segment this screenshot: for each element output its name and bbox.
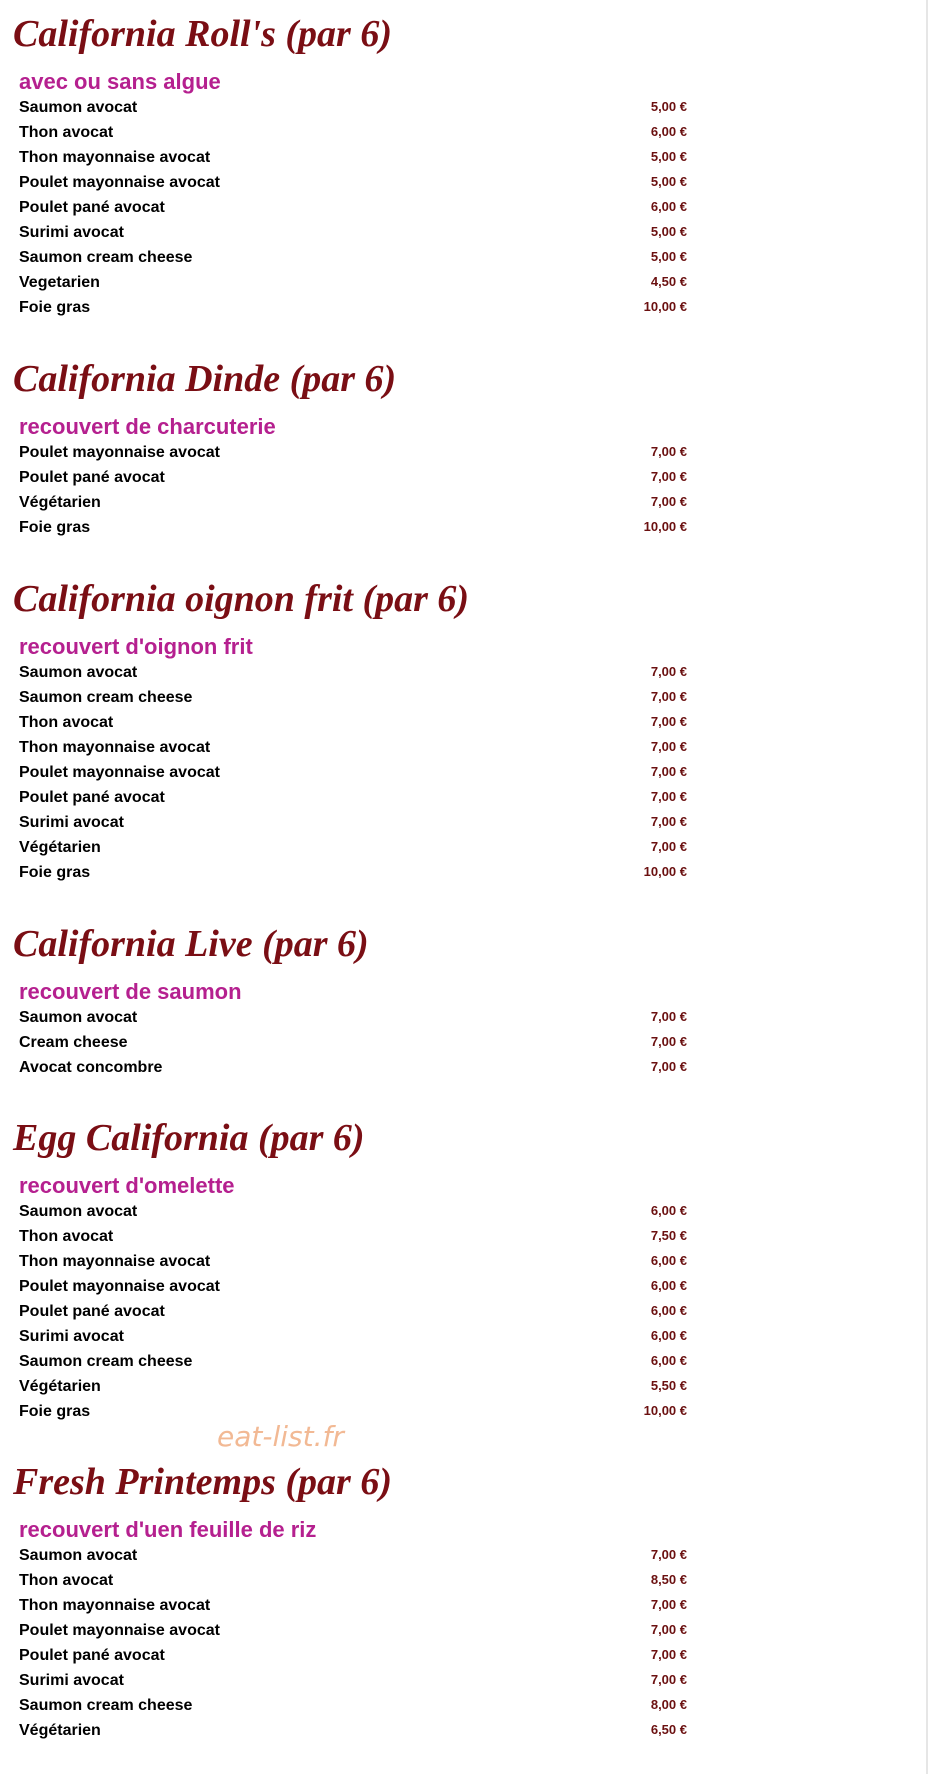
item-name: Surimi avocat [19, 1672, 124, 1689]
menu-item [0, 1593, 935, 1618]
item-price: 6,00 € [650, 199, 687, 214]
menu-item [0, 1324, 935, 1349]
section-title: California Dinde (par 6) [13, 358, 397, 400]
item-price: 7,00 € [650, 714, 687, 729]
menu-item [0, 120, 935, 145]
item-name: Poulet pané avocat [19, 1647, 165, 1664]
item-price: 6,00 € [650, 1203, 687, 1218]
item-price: 5,50 € [650, 1378, 687, 1393]
menu-item [0, 760, 935, 785]
menu-section [0, 1462, 935, 1743]
item-name: Foie gras [19, 299, 91, 316]
menu-item [0, 245, 935, 270]
item-price: 10,00 € [643, 299, 687, 314]
item-price: 6,50 € [650, 1722, 687, 1737]
section-subtitle: recouvert d'uen feuille de riz [19, 1517, 317, 1542]
menu-item [0, 1618, 935, 1643]
item-name: Thon mayonnaise avocat [19, 149, 211, 166]
item-name: Thon avocat [19, 1572, 114, 1589]
item-name: Poulet mayonnaise avocat [19, 174, 220, 191]
item-price: 7,00 € [650, 1009, 687, 1024]
menu-item [0, 95, 935, 120]
item-price: 7,00 € [650, 839, 687, 854]
item-list [0, 1199, 935, 1424]
item-price: 7,00 € [650, 1647, 687, 1662]
item-price: 4,50 € [650, 274, 687, 289]
item-price: 6,00 € [650, 1328, 687, 1343]
item-name: Poulet mayonnaise avocat [19, 764, 220, 781]
menu-section [0, 924, 935, 1080]
menu-item [0, 515, 935, 540]
item-name: Végétarien [19, 839, 101, 856]
menu-item [0, 220, 935, 245]
item-price: 5,00 € [650, 149, 687, 164]
menu-item [0, 685, 935, 710]
menu-item [0, 1568, 935, 1593]
menu-item [0, 295, 935, 320]
item-price: 7,00 € [650, 1672, 687, 1687]
item-name: Saumon cream cheese [19, 1353, 193, 1370]
watermark: eat-list.fr [217, 1420, 344, 1453]
menu-item [0, 1668, 935, 1693]
item-price: 5,00 € [650, 99, 687, 114]
section-subtitle: recouvert de saumon [19, 979, 242, 1004]
item-price: 7,00 € [650, 444, 687, 459]
item-price: 10,00 € [643, 864, 687, 879]
menu-item [0, 1399, 935, 1424]
menu-item [0, 660, 935, 685]
menu-item [0, 1718, 935, 1743]
item-name: Poulet mayonnaise avocat [19, 444, 220, 461]
item-price: 7,00 € [650, 1059, 687, 1074]
item-name: Foie gras [19, 1403, 91, 1420]
item-name: Thon avocat [19, 1228, 114, 1245]
item-price: 7,00 € [650, 1034, 687, 1049]
section-subtitle: recouvert de charcuterie [19, 414, 276, 439]
item-name: Surimi avocat [19, 1328, 124, 1345]
item-name: Avocat concombre [19, 1059, 163, 1076]
menu-item [0, 1643, 935, 1668]
item-name: Végétarien [19, 1722, 101, 1739]
item-name: Poulet pané avocat [19, 1303, 165, 1320]
menu-item [0, 1349, 935, 1374]
item-price: 7,00 € [650, 789, 687, 804]
menu-item [0, 1543, 935, 1568]
section-subtitle: recouvert d'omelette [19, 1173, 235, 1198]
item-price: 7,00 € [650, 739, 687, 754]
menu-item [0, 1299, 935, 1324]
section-subtitle: avec ou sans algue [19, 69, 221, 94]
item-price: 5,00 € [650, 249, 687, 264]
menu-section [0, 579, 935, 885]
item-price: 7,00 € [650, 494, 687, 509]
menu-item [0, 735, 935, 760]
item-price: 7,00 € [650, 1547, 687, 1562]
item-price: 8,50 € [650, 1572, 687, 1587]
menu-item [0, 1055, 935, 1080]
item-price: 8,00 € [650, 1697, 687, 1712]
item-name: Saumon cream cheese [19, 1697, 193, 1714]
section-title: Egg California (par 6) [13, 1117, 365, 1159]
menu-item [0, 1274, 935, 1299]
menu-item [0, 1224, 935, 1249]
item-list [0, 660, 935, 885]
menu-item [0, 170, 935, 195]
item-name: Saumon avocat [19, 1203, 138, 1220]
item-name: Poulet mayonnaise avocat [19, 1278, 220, 1295]
item-list [0, 95, 935, 320]
item-price: 7,00 € [650, 1597, 687, 1612]
item-price: 10,00 € [643, 1403, 687, 1418]
item-name: Thon avocat [19, 124, 114, 141]
item-price: 5,00 € [650, 174, 687, 189]
section-title: California Roll's (par 6) [13, 13, 392, 55]
item-name: Végétarien [19, 1378, 101, 1395]
menu-item [0, 1374, 935, 1399]
item-name: Thon avocat [19, 714, 114, 731]
item-price: 10,00 € [643, 519, 687, 534]
item-price: 7,00 € [650, 689, 687, 704]
menu-item [0, 1030, 935, 1055]
item-list [0, 440, 935, 540]
item-price: 7,00 € [650, 469, 687, 484]
item-name: Foie gras [19, 864, 91, 881]
menu-item [0, 440, 935, 465]
item-name: Saumon avocat [19, 1009, 138, 1026]
item-name: Thon mayonnaise avocat [19, 739, 211, 756]
menu-item [0, 1249, 935, 1274]
item-name: Surimi avocat [19, 814, 124, 831]
menu-item [0, 1199, 935, 1224]
item-price: 7,50 € [650, 1228, 687, 1243]
menu-section [0, 1118, 935, 1424]
item-price: 7,00 € [650, 664, 687, 679]
item-price: 6,00 € [650, 124, 687, 139]
item-name: Thon mayonnaise avocat [19, 1597, 211, 1614]
item-price: 5,00 € [650, 224, 687, 239]
item-price: 7,00 € [650, 814, 687, 829]
item-list [0, 1543, 935, 1743]
menu-item [0, 490, 935, 515]
item-price: 6,00 € [650, 1253, 687, 1268]
item-name: Poulet pané avocat [19, 199, 165, 216]
section-subtitle: recouvert d'oignon frit [19, 634, 253, 659]
item-name: Végétarien [19, 494, 101, 511]
item-price: 6,00 € [650, 1303, 687, 1318]
item-name: Saumon cream cheese [19, 689, 193, 706]
item-price: 6,00 € [650, 1278, 687, 1293]
item-name: Poulet pané avocat [19, 469, 165, 486]
menu-item [0, 145, 935, 170]
item-name: Foie gras [19, 519, 91, 536]
item-name: Poulet mayonnaise avocat [19, 1622, 220, 1639]
menu-item [0, 195, 935, 220]
menu-item [0, 465, 935, 490]
menu-section [0, 359, 935, 540]
item-name: Saumon avocat [19, 1547, 138, 1564]
item-name: Thon mayonnaise avocat [19, 1253, 211, 1270]
menu-item [0, 860, 935, 885]
menu-item [0, 270, 935, 295]
item-price: 6,00 € [650, 1353, 687, 1368]
menu-item [0, 835, 935, 860]
section-title: Fresh Printemps (par 6) [13, 1461, 392, 1503]
section-title: California oignon frit (par 6) [13, 578, 470, 620]
menu-item [0, 710, 935, 735]
menu-item [0, 810, 935, 835]
item-price: 7,00 € [650, 1622, 687, 1637]
menu-section [0, 14, 935, 320]
item-name: Saumon cream cheese [19, 249, 193, 266]
item-name: Cream cheese [19, 1034, 128, 1051]
item-name: Saumon avocat [19, 664, 138, 681]
item-list [0, 1005, 935, 1080]
item-name: Saumon avocat [19, 99, 138, 116]
menu-item [0, 785, 935, 810]
section-title: California Live (par 6) [13, 923, 369, 965]
menu-item [0, 1693, 935, 1718]
item-name: Vegetarien [19, 274, 100, 291]
item-name: Surimi avocat [19, 224, 124, 241]
menu-item [0, 1005, 935, 1030]
item-name: Poulet pané avocat [19, 789, 165, 806]
item-price: 7,00 € [650, 764, 687, 779]
